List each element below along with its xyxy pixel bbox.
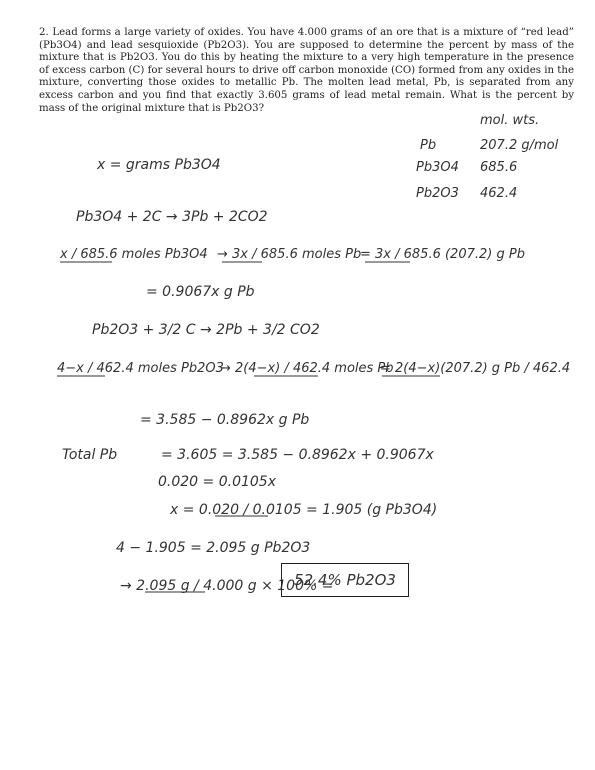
solve-x: x = 0.020 / 0.0105 = 1.905 (g Pb3O4) [170,502,438,518]
moles-1-arrow: → 3x / 685.6 moles Pb [217,247,362,262]
reaction-2: Pb2O3 + 3/2 C → 2Pb + 3/2 CO2 [92,322,320,338]
percent-calc: → 2.095 g / 4.000 g × 100% = [120,578,334,594]
total-equation: = 3.605 = 3.585 − 0.8962x + 0.9067x [161,447,434,463]
moles-1-left: x / 685.6 moles Pb3O4 [60,247,208,262]
mw-value-pb2o3: 462.4 [480,186,518,201]
problem-text: Lead forms a large variety of oxides. You have 4.000 grams of an ore that is a mixture of “red lead” (Pb3O4) and lead sesquioxide (Pb2O3). You are supposed to determine the percent by mass of the mixture that is Pb2O3. You do this by heating the mixture to a very high temperature in the presence of excess carbon (C) for several hours to drive off carbon monoxide (CO) formed from any oxides in the mixture, converting those oxides to metallic Pb. The molten lead metal, Pb, is separated from any excess carbon and you find that exactly 3.605 grams of lead metal remain. What is the percent by mass of the original mixture that is Pb2O3? [39,27,574,114]
moles-2-left: 4−x / 462.4 moles Pb2O3 [57,361,224,376]
moles-1-right: = 3x / 685.6 (207.2) g Pb [360,247,525,262]
problem-number: 2. [39,27,49,38]
final-answer-box [281,563,409,597]
moles-2-right: = 2(4−x)(207.2) g Pb / 462.4 [380,361,571,376]
total-label: Total Pb [62,447,118,463]
mw-species-pb3o4: Pb3O4 [416,160,459,175]
let-x: x = grams Pb3O4 [97,157,221,173]
final-answer: 52.4% Pb2O3 [294,571,396,589]
simplify: 0.020 = 0.0105x [158,474,276,490]
result-2: = 3.585 − 0.8962x g Pb [140,412,310,428]
moles-2-arrow: → 2(4−x) / 462.4 moles Pb [220,361,394,376]
problem-statement [39,27,574,115]
mw-value-pb: 207.2 g/mol [480,138,559,153]
reaction-1: Pb3O4 + 2C → 3Pb + 2CO2 [76,209,268,225]
result-1: = 0.9067x g Pb [146,284,255,300]
mol-wts-header: mol. wts. [480,113,540,128]
mw-value-pb3o4: 685.6 [480,160,518,175]
difference: 4 − 1.905 = 2.095 g Pb2O3 [116,540,311,556]
mw-species-pb: Pb [420,138,437,153]
mw-species-pb2o3: Pb2O3 [416,186,459,201]
